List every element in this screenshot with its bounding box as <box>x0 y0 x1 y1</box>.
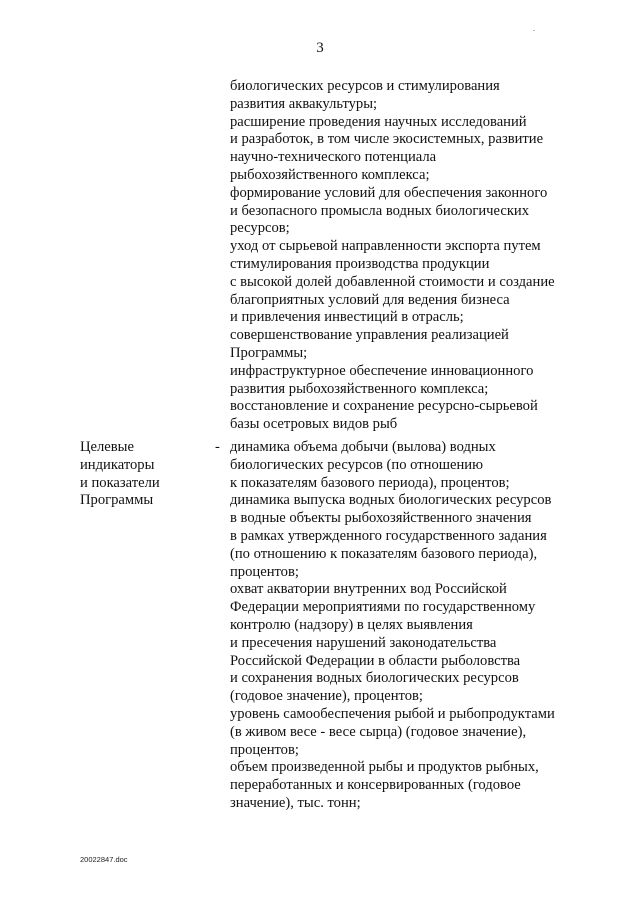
text-line: и разработок, в том числе экосистемных, развитие <box>230 131 544 148</box>
text-line: и безопасного промысла водных биологических <box>230 202 530 219</box>
text-line: динамика объема добычи (вылова) водных <box>230 439 496 455</box>
text-line: охват акватории внутренних вод Российской <box>230 581 507 598</box>
text-line: биологических ресурсов (по отношению <box>230 456 483 473</box>
text-line: в водные объекты рыбохозяйственного значения <box>230 510 532 527</box>
text-line: с высокой долей добавленной стоимости и создание <box>230 273 555 290</box>
text-line: развития аквакультуры; <box>230 95 378 112</box>
text-line: инфраструктурное обеспечение инновационного <box>230 362 534 379</box>
text-line: и сохранения водных биологических ресурсов <box>230 670 519 687</box>
section-dash: - <box>215 439 220 455</box>
text-line: формирование условий для обеспечения законного <box>230 184 548 201</box>
text-line: научно-технического потенциала <box>230 149 437 166</box>
text-line: благоприятных условий для ведения бизнеса <box>230 291 510 308</box>
continuation-text <box>230 78 590 434</box>
text-line: биологических ресурсов и стимулирования <box>230 78 500 94</box>
text-line: стимулирования производства продукции <box>230 255 490 272</box>
text-line: динамика выпуска водных биологических ресурсов <box>230 492 552 509</box>
text-line: контролю (надзору) в целях выявления <box>230 616 473 633</box>
text-line: Программы; <box>230 344 308 361</box>
page-number: 3 <box>316 40 324 56</box>
text-line: рыбохозяйственного комплекса; <box>230 166 430 183</box>
text-line: процентов; <box>230 741 299 758</box>
label-line: и показатели <box>80 474 160 491</box>
text-line: переработанных и консервированных (годовое <box>230 777 521 794</box>
text-line: Федерации мероприятиями по государственному <box>230 599 536 616</box>
text-line: и пресечения нарушений законодательства <box>230 634 497 651</box>
text-line: объем произведенной рыбы и продуктов рыбных, <box>230 759 539 776</box>
scan-speck <box>533 30 535 31</box>
label-line: Целевые <box>80 439 134 455</box>
section-content <box>230 439 590 813</box>
text-line: совершенствование управления реализацией <box>230 327 509 344</box>
text-line: (в живом весе - весе сырца) (годовое значение), <box>230 723 527 740</box>
text-line: расширение проведения научных исследований <box>230 113 527 130</box>
footer-filename: 20022847.doc <box>80 855 128 864</box>
text-line: уход от сырьевой направленности экспорта путем <box>230 238 541 255</box>
text-line: (годовое значение), процентов; <box>230 688 423 705</box>
text-line: ресурсов; <box>230 220 290 237</box>
text-line: процентов; <box>230 563 299 580</box>
text-line: развития рыбохозяйственного комплекса; <box>230 380 489 397</box>
section-label <box>80 439 210 510</box>
text-line: к показателям базового периода), процентов; <box>230 474 510 491</box>
text-line: значение), тыс. тонн; <box>230 794 361 811</box>
text-line: базы осетровых видов рыб <box>230 416 398 433</box>
text-line: уровень самообеспечения рыбой и рыбопродуктами <box>230 705 555 722</box>
text-line: (по отношению к показателям базового периода), <box>230 545 538 562</box>
text-line: в рамках утвержденного государственного задания <box>230 527 547 544</box>
text-line: Российской Федерации в области рыболовства <box>230 652 521 669</box>
label-line: Программы <box>80 492 154 509</box>
label-line: индикаторы <box>80 456 155 473</box>
text-line: восстановление и сохранение ресурсно-сырьевой <box>230 398 538 415</box>
text-line: и привлечения инвестиций в отрасль; <box>230 309 464 326</box>
